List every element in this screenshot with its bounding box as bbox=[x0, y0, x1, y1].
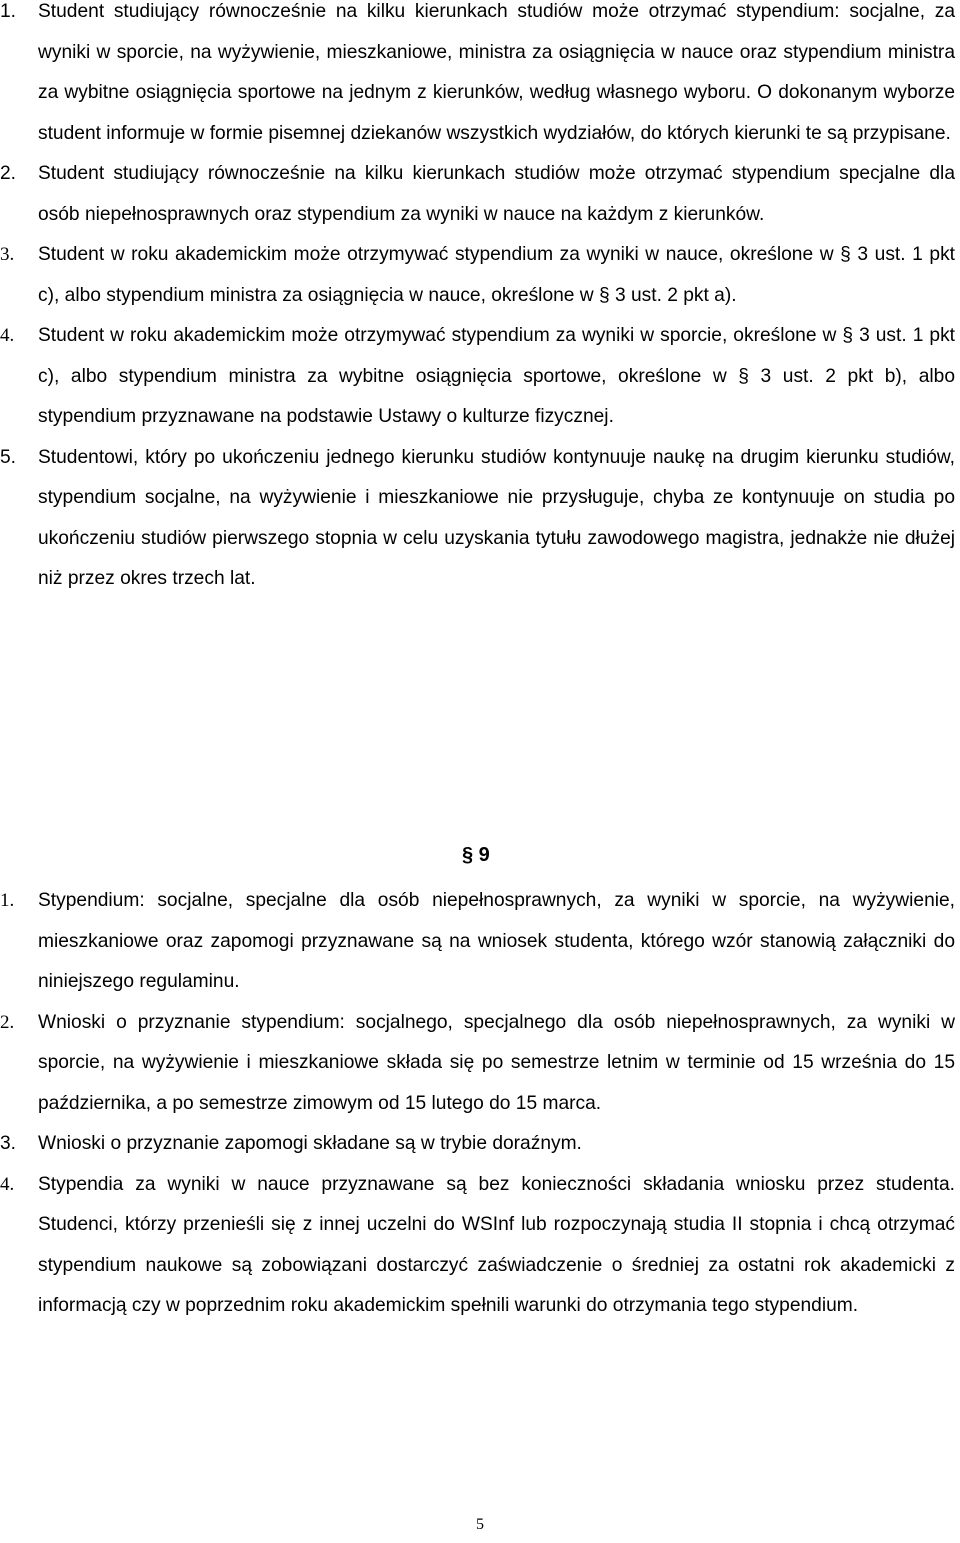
section-previous-paragraph-items bbox=[0, 0, 960, 600]
item-text: Stypendium: socjalne, specjalne dla osób niepełnosprawnych, za wyniki w sporcie, na wyżywienie, mieszkaniowe oraz zapomogi przyznawane są na wniosek studenta, którego wzór stanowią załączniki do niniejszego regulaminu. bbox=[38, 890, 955, 992]
list-item bbox=[0, 881, 960, 1003]
item-text: Student w roku akademickim może otrzymywać stypendium za wyniki w sporcie, określone w § 3 ust. 1 pkt c), albo stypendium ministra za wybitne osiągnięcia sportowe, określone w § 3 ust. 2 pkt b), albo stypendium przyznawane na podstawie Ustawy o kulturze fizycznej. bbox=[38, 325, 955, 427]
item-text: Student w roku akademickim może otrzymywać stypendium za wyniki w nauce, określone w § 3 ust. 1 pkt c), albo stypendium ministra za osiągnięcia w nauce, określone w § 3 ust. 2 pkt a). bbox=[38, 244, 955, 306]
item-number: 3. bbox=[0, 1133, 17, 1154]
section-heading: § 9 bbox=[462, 844, 490, 866]
list-item bbox=[0, 1124, 960, 1165]
item-number: 1. bbox=[0, 1, 17, 22]
item-number: 4. bbox=[0, 1173, 15, 1195]
list-item bbox=[0, 0, 960, 154]
item-text: Student studiujący równocześnie na kilku kierunkach studiów może otrzymać stypendium: socjalne, za wyniki w sporcie, na wyżywienie, mieszkaniowe, ministra za osiągnięcia w nauce oraz stypendium ministra za wybitne osiągnięcia sportowe na jednym z kierunków, według własnego wyboru. O dokonanym wyborze student informuje w formie pisemnej dziekanów wszystkich wydziałów, do których kierunki te są przypisane. bbox=[38, 1, 955, 144]
list-item bbox=[0, 235, 960, 316]
item-number: 4. bbox=[0, 325, 15, 346]
item-number: 5. bbox=[0, 446, 17, 468]
item-number: 2. bbox=[0, 163, 17, 184]
item-text: Student studiujący równocześnie na kilku kierunkach studiów może otrzymać stypendium specjalne dla osób niepełnosprawnych oraz stypendium za wyniki w nauce na każdym z kierunków. bbox=[38, 163, 955, 225]
list-item bbox=[0, 1003, 960, 1125]
list-item bbox=[0, 1165, 960, 1327]
item-text: Wnioski o przyznanie stypendium: socjalnego, specjalnego dla osób niepełnosprawnych, za wyniki w sporcie, na wyżywienie i mieszkaniowe składa się po semestrze letnim w terminie od 15 września do 15 października, a po semestrze zimowym od 15 lutego do 15 marca. bbox=[38, 1011, 955, 1114]
list-item bbox=[0, 316, 960, 438]
item-text: Wnioski o przyznanie zapomogi składane są w trybie doraźnym. bbox=[38, 1133, 582, 1154]
item-text: Stypendia za wyniki w nauce przyznawane są bez konieczności składania wniosku przez studenta. Studenci, którzy przenieśli się z innej uczelni do WSInf lub rozpoczynają studia II stopnia i chcą otrzymać stypendium naukowe są zobowiązani dostarczyć zaświadczenie o średniej za ostatni rok akademicki z informacją czy w poprzednim roku akademickim spełnili warunki do otrzymania tego stypendium. bbox=[38, 1173, 955, 1316]
list-item bbox=[0, 154, 960, 235]
list-item bbox=[0, 438, 960, 600]
item-text: Studentowi, który po ukończeniu jednego kierunku studiów kontynuuje naukę na drugim kierunku studiów, stypendium socjalne, na wyżywienie i mieszkaniowe nie przysługuje, chyba ze kontynuuje on studia po ukończeniu studiów pierwszego stopnia w celu uzyskania tytułu zawodowego magistra, jednakże nie dłużej niż przez okres trzech lat. bbox=[38, 446, 955, 589]
item-number: 2. bbox=[0, 1011, 15, 1033]
item-number: 3. bbox=[0, 244, 15, 265]
section-paragraph-9-items bbox=[0, 881, 960, 1327]
item-number: 1. bbox=[0, 890, 15, 911]
page-number: 5 bbox=[476, 1516, 484, 1533]
